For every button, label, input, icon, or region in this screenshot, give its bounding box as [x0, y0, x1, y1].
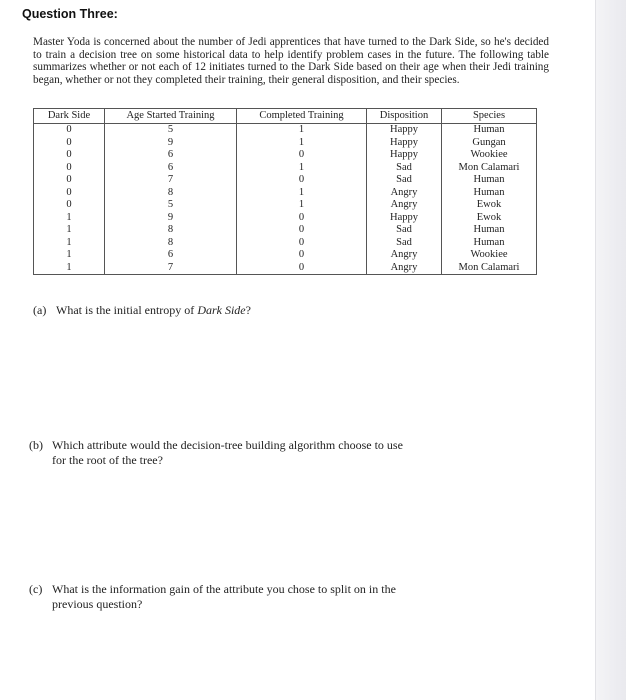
completed-training-cell: 0	[237, 237, 367, 250]
age-started-cell: 6	[105, 162, 237, 175]
age-started-cell: 6	[105, 149, 237, 162]
dark-side-cell: 1	[34, 249, 105, 262]
completed-training-cell: 1	[237, 124, 367, 137]
question-b-line1: Which attribute would the decision-tree building algorithm choose to use	[52, 438, 403, 452]
question-a-end: ?	[245, 303, 251, 317]
question-c-label: (c)	[29, 582, 43, 596]
completed-training-cell: 1	[237, 162, 367, 175]
species-cell: Mon Calamari	[442, 262, 537, 275]
species-cell: Wookiee	[442, 149, 537, 162]
disposition-cell: Sad	[367, 237, 442, 250]
table-header-row	[34, 109, 537, 124]
question-c-line1: What is the information gain of the attribute you chose to split on in the	[52, 582, 396, 596]
disposition-cell: Happy	[367, 149, 442, 162]
problem-description: Master Yoda is concerned about the number of Jedi apprentices that have turned to the Dark Side, so he's decided to train a decision tree on some historical data to help identify problem cases in the future. The following table summarizes whether or not each of 12 initiates turned to the Dark Side based on their age when their Jedi training began, whether or not they completed their training, their general disposition, and their species.	[33, 36, 549, 86]
completed-training-cell: 0	[237, 212, 367, 225]
disposition-cell: Sad	[367, 174, 442, 187]
table-row	[34, 212, 537, 225]
page-right-edge	[595, 0, 626, 700]
disposition-cell: Angry	[367, 187, 442, 200]
species-cell: Wookiee	[442, 249, 537, 262]
table-row	[34, 249, 537, 262]
species-cell: Human	[442, 237, 537, 250]
disposition-cell: Angry	[367, 249, 442, 262]
question-a-emphasis: Dark Side	[197, 303, 246, 317]
question-a-label: (a)	[33, 303, 47, 317]
completed-training-cell: 0	[237, 224, 367, 237]
species-cell: Ewok	[442, 212, 537, 225]
question-b-label: (b)	[29, 438, 43, 452]
question-b	[29, 438, 499, 467]
dark-side-cell: 1	[34, 224, 105, 237]
age-started-cell: 7	[105, 174, 237, 187]
dark-side-cell: 1	[34, 237, 105, 250]
dark-side-cell: 0	[34, 187, 105, 200]
species-cell: Human	[442, 174, 537, 187]
header-completed-training: Completed Training	[237, 109, 367, 124]
dark-side-cell: 1	[34, 212, 105, 225]
completed-training-cell: 1	[237, 199, 367, 212]
age-started-cell: 5	[105, 124, 237, 137]
disposition-cell: Sad	[367, 224, 442, 237]
question-heading: Question Three:	[22, 7, 118, 21]
completed-training-cell: 0	[237, 149, 367, 162]
table-row	[34, 187, 537, 200]
dark-side-cell: 0	[34, 199, 105, 212]
table-row	[34, 224, 537, 237]
completed-training-cell: 1	[237, 137, 367, 150]
disposition-cell: Angry	[367, 199, 442, 212]
age-started-cell: 8	[105, 237, 237, 250]
species-cell: Mon Calamari	[442, 162, 537, 175]
table-row	[34, 162, 537, 175]
header-disposition: Disposition	[367, 109, 442, 124]
table-row	[34, 237, 537, 250]
question-a-text: What is the initial entropy of	[56, 303, 198, 317]
completed-training-cell: 0	[237, 249, 367, 262]
header-age-started: Age Started Training	[105, 109, 237, 124]
question-a	[33, 303, 251, 318]
table-body	[34, 124, 537, 275]
age-started-cell: 5	[105, 199, 237, 212]
dark-side-cell: 1	[34, 262, 105, 275]
question-c	[29, 582, 499, 611]
species-cell: Gungan	[442, 137, 537, 150]
table-row	[34, 174, 537, 187]
completed-training-cell: 1	[237, 187, 367, 200]
age-started-cell: 9	[105, 137, 237, 150]
dark-side-cell: 0	[34, 162, 105, 175]
species-cell: Ewok	[442, 199, 537, 212]
dark-side-cell: 0	[34, 174, 105, 187]
disposition-cell: Happy	[367, 212, 442, 225]
table-row	[34, 124, 537, 137]
age-started-cell: 7	[105, 262, 237, 275]
dark-side-cell: 0	[34, 124, 105, 137]
age-started-cell: 9	[105, 212, 237, 225]
disposition-cell: Sad	[367, 162, 442, 175]
species-cell: Human	[442, 124, 537, 137]
table-row	[34, 262, 537, 275]
age-started-cell: 8	[105, 187, 237, 200]
jedi-data-table	[33, 108, 537, 275]
table-row	[34, 137, 537, 150]
disposition-cell: Happy	[367, 137, 442, 150]
completed-training-cell: 0	[237, 174, 367, 187]
completed-training-cell: 0	[237, 262, 367, 275]
question-c-line2: previous question?	[52, 596, 143, 611]
header-species: Species	[442, 109, 537, 124]
age-started-cell: 6	[105, 249, 237, 262]
species-cell: Human	[442, 224, 537, 237]
dark-side-cell: 0	[34, 137, 105, 150]
age-started-cell: 8	[105, 224, 237, 237]
header-dark-side: Dark Side	[34, 109, 105, 124]
species-cell: Human	[442, 187, 537, 200]
disposition-cell: Happy	[367, 124, 442, 137]
disposition-cell: Angry	[367, 262, 442, 275]
table-row	[34, 199, 537, 212]
question-b-line2: for the root of the tree?	[52, 452, 163, 467]
table-row	[34, 149, 537, 162]
dark-side-cell: 0	[34, 149, 105, 162]
